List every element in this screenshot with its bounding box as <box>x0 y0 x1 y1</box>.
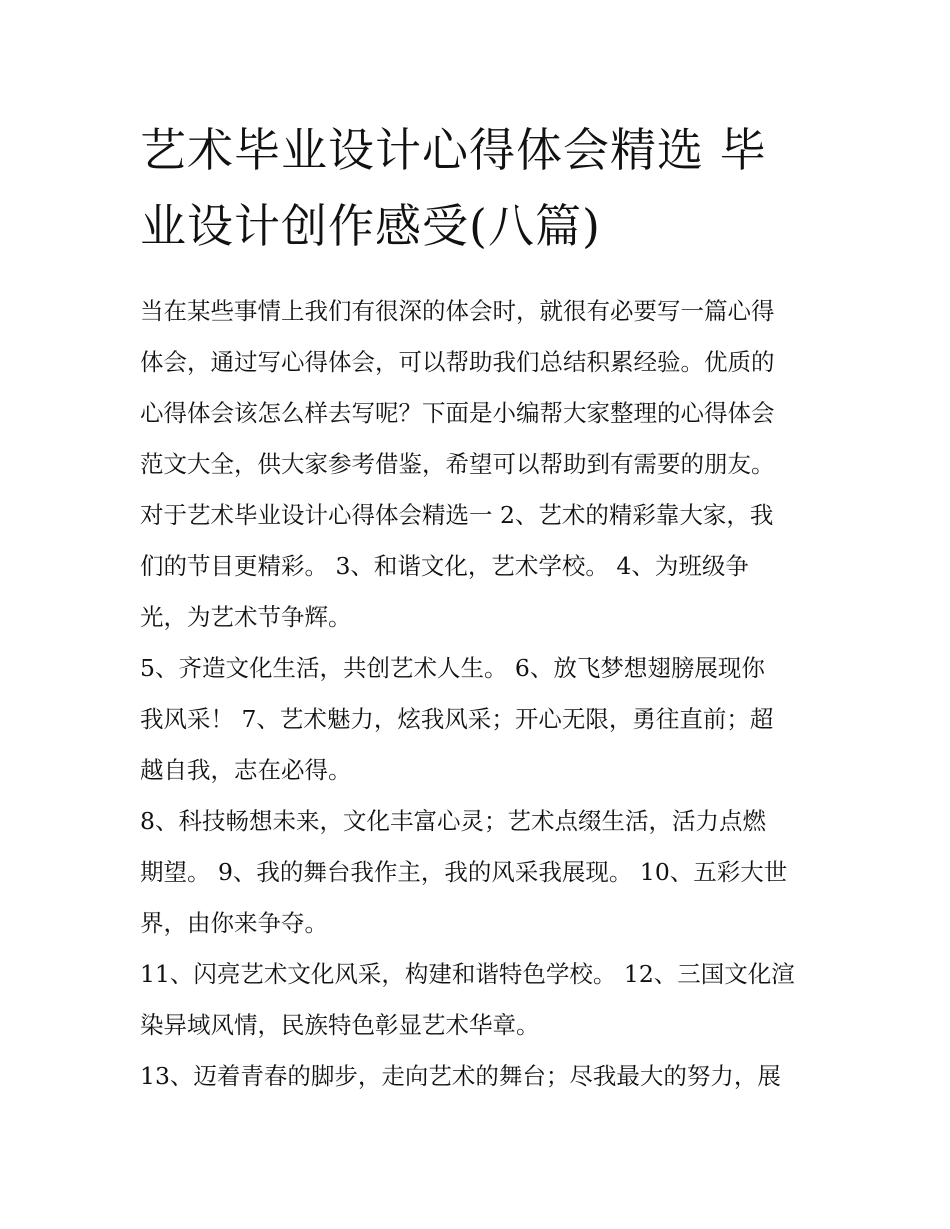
text-line: 染异域风情，民族特色彰显艺术华章。 <box>140 1011 540 1039</box>
text-line: 对于艺术毕业设计心得体会精选一 2、艺术的精彩靠大家，我 <box>140 501 774 529</box>
paragraph-slogans-8-10 <box>140 796 812 949</box>
text-line: 界，由你来争夺。 <box>140 909 328 937</box>
title-line: 业设计创作感受(八篇) <box>140 199 601 253</box>
paragraph-slogans-11-12 <box>140 949 812 1051</box>
document-title <box>140 112 812 264</box>
paragraph-slogan-13 <box>140 1051 812 1102</box>
document-body <box>140 286 812 1102</box>
paragraph-section-1 <box>140 490 812 643</box>
document-page <box>140 112 812 1102</box>
text-line: 范文大全，供大家参考借鉴，希望可以帮助到有需要的朋友。 <box>140 450 775 478</box>
text-line: 体会，通过写心得体会，可以帮助我们总结积累经验。优质的 <box>140 348 775 376</box>
text-line: 期望。 9、我的舞台我作主，我的风采我展现。 10、五彩大世 <box>140 858 788 886</box>
text-line: 当在某些事情上我们有很深的体会时，就很有必要写一篇心得 <box>140 297 775 325</box>
text-line: 们的节目更精彩。 3、和谐文化，艺术学校。 4、为班级争 <box>140 552 749 580</box>
text-line: 越自我，志在必得。 <box>140 756 352 784</box>
text-line: 13、迈着青春的脚步，走向艺术的舞台；尽我最大的努力，展 <box>140 1062 781 1090</box>
text-line: 我风采！ 7、艺术魅力，炫我风采；开心无限，勇往直前；超 <box>140 705 774 733</box>
paragraph-intro <box>140 286 812 490</box>
text-line: 11、闪亮艺术文化风采，构建和谐特色学校。 12、三国文化渲 <box>140 960 795 988</box>
paragraph-slogans-5-7 <box>140 643 812 796</box>
text-line: 光，为艺术节争辉。 <box>140 603 352 631</box>
text-line: 心得体会该怎么样去写呢？下面是小编帮大家整理的心得体会 <box>140 399 775 427</box>
title-line: 艺术毕业设计心得体会精选 毕 <box>140 123 767 177</box>
text-line: 8、科技畅想未来，文化丰富心灵；艺术点缀生活，活力点燃 <box>140 807 766 835</box>
text-line: 5、齐造文化生活，共创艺术人生。 6、放飞梦想翅膀展现你 <box>140 654 765 682</box>
